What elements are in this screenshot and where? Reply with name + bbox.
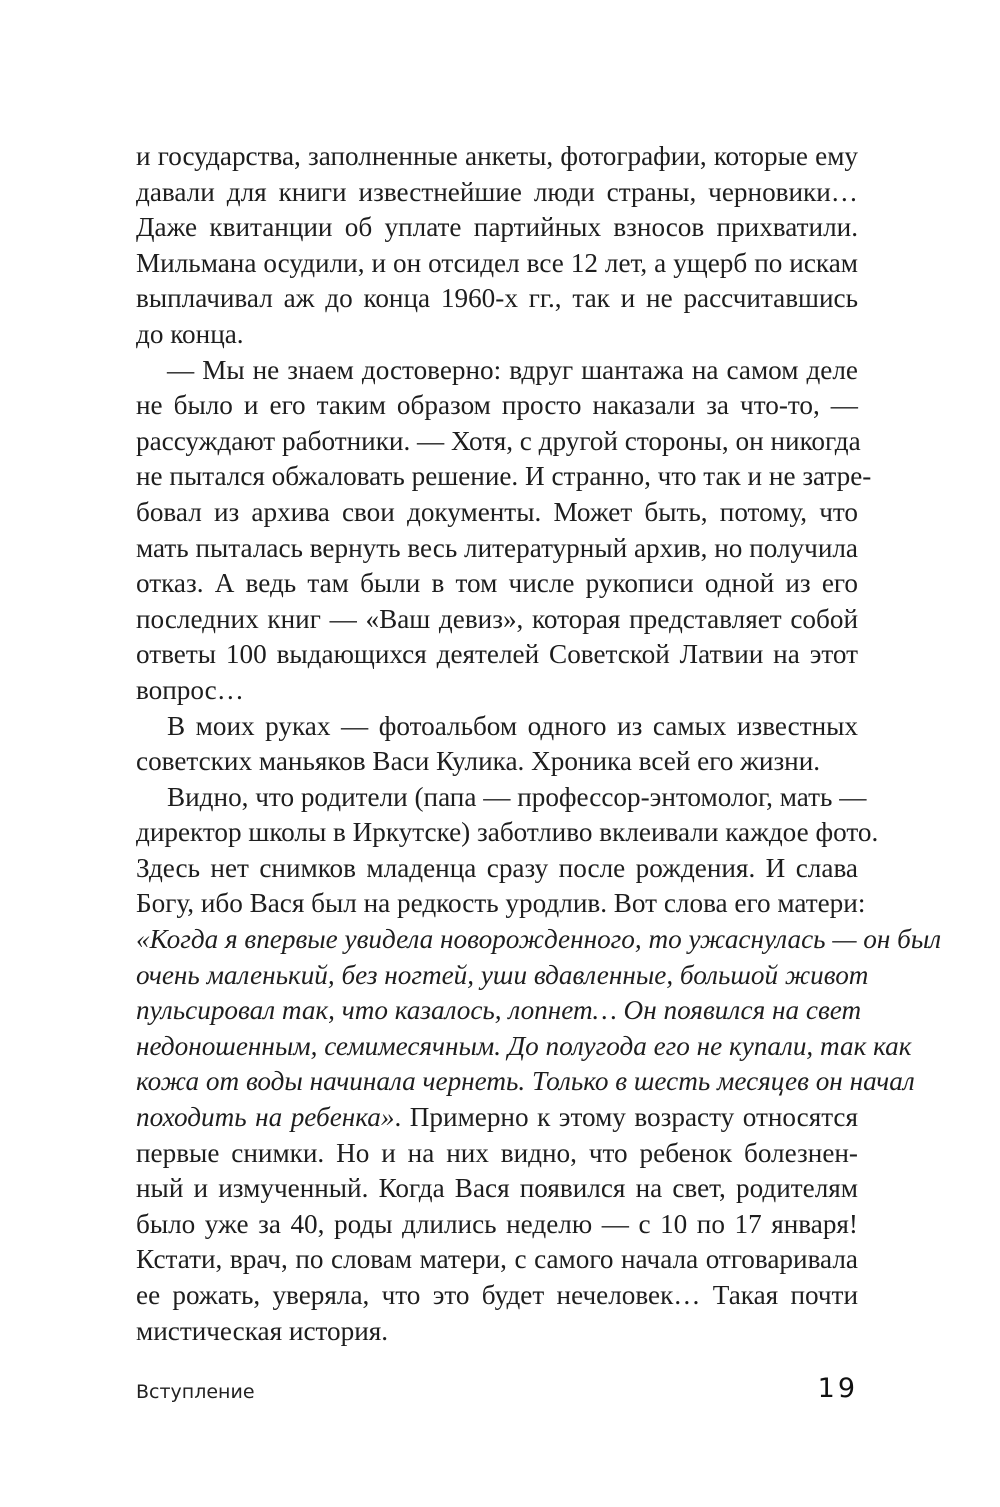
text-line: Видно, что родители (папа — профессор-энтомолог, мать — xyxy=(167,781,867,812)
quote-line: очень маленький, без ногтей, уши вдавленные, большой живот xyxy=(136,959,869,990)
text-line-rest: . Примерно к этому возрасту относятся xyxy=(394,1102,858,1133)
text-line: Богу, ибо Вася был на редкость уродлив. Вот слова его матери: xyxy=(136,888,866,919)
text-line: В моих руках — фотоальбом одного из самых известных xyxy=(167,710,858,741)
text-line: последних книг — «Ваш девиз», которая представляет собой xyxy=(136,603,858,634)
text-line: рассуждают работники. — Хотя, с другой стороны, он никогда xyxy=(136,425,861,456)
text-line: давали для книги известнейшие люди страны, черновики… xyxy=(136,176,858,207)
text-line: отказ. А ведь там были в том числе рукописи одной из его xyxy=(136,568,858,599)
text-line: Даже квитанции об уплате партийных взносов прихватили. xyxy=(136,212,858,243)
text-line: не пытался обжаловать решение. И странно, что так и не затре- xyxy=(136,461,872,492)
text-line: ный и измученный. Когда Вася появился на свет, родителям xyxy=(136,1173,858,1204)
running-footer-section: Вступление xyxy=(136,1381,255,1403)
quote-end: походить на ребенка» xyxy=(136,1102,395,1133)
text-line: первые снимки. Но и на них видно, что ребенок болезнен- xyxy=(136,1137,858,1168)
page-number: 19 xyxy=(817,1373,858,1404)
quote-line: недоношенным, семимесячным. До полугода его не купали, так как xyxy=(136,1030,912,1061)
quote-line: «Когда я впервые увидела новорожденного, то ужаснулась — он был xyxy=(136,924,942,955)
text-line: выплачивал аж до конца 1960-х гг., так и не рассчитавшись xyxy=(136,283,858,314)
text-line: — Мы не знаем достоверно: вдруг шантажа на самом деле xyxy=(167,354,858,385)
text-line: Кстати, врач, по словам матери, с самого начала отговаривала xyxy=(136,1244,858,1275)
quote-line: кожа от воды начинала чернеть. Только в шесть месяцев он начал xyxy=(136,1066,915,1097)
text-line: Здесь нет снимков младенца сразу после рождения. И слава xyxy=(136,852,858,883)
text-line: мать пыталась вернуть весь литературный архив, но получила xyxy=(136,532,858,563)
text-line: мистическая история. xyxy=(136,1315,389,1346)
text-line: не было и его таким образом просто наказали за что-то, — xyxy=(136,390,858,421)
text-line: вопрос… xyxy=(136,674,244,705)
body-text xyxy=(136,139,942,1349)
text-line: бовал из архива свои документы. Может быть, потому, что xyxy=(136,496,858,527)
text-line: было уже за 40, роды длились неделю — с 10 по 17 января! xyxy=(136,1208,858,1239)
text-line: Мильмана осудили, и он отсидел все 12 лет, а ущерб по искам xyxy=(136,247,858,278)
text-line: ответы 100 выдающихся деятелей Советской Латвии на этот xyxy=(136,639,858,670)
text-line: и государства, заполненные анкеты, фотографии, которые ему xyxy=(136,141,858,171)
mixed-line xyxy=(136,1100,858,1136)
text-line: директор школы в Иркутске) заботливо вклеивали каждое фото. xyxy=(136,817,879,848)
text-line: ее рожать, уверяла, что это будет нечеловек… Такая почти xyxy=(136,1280,858,1310)
quote-line: пульсировал так, что казалось, лопнет… Он появился на свет xyxy=(136,995,862,1026)
text-line: до конца. xyxy=(136,318,244,349)
text-line: советских маньяков Васи Кулика. Хроника всей его жизни. xyxy=(136,746,821,777)
